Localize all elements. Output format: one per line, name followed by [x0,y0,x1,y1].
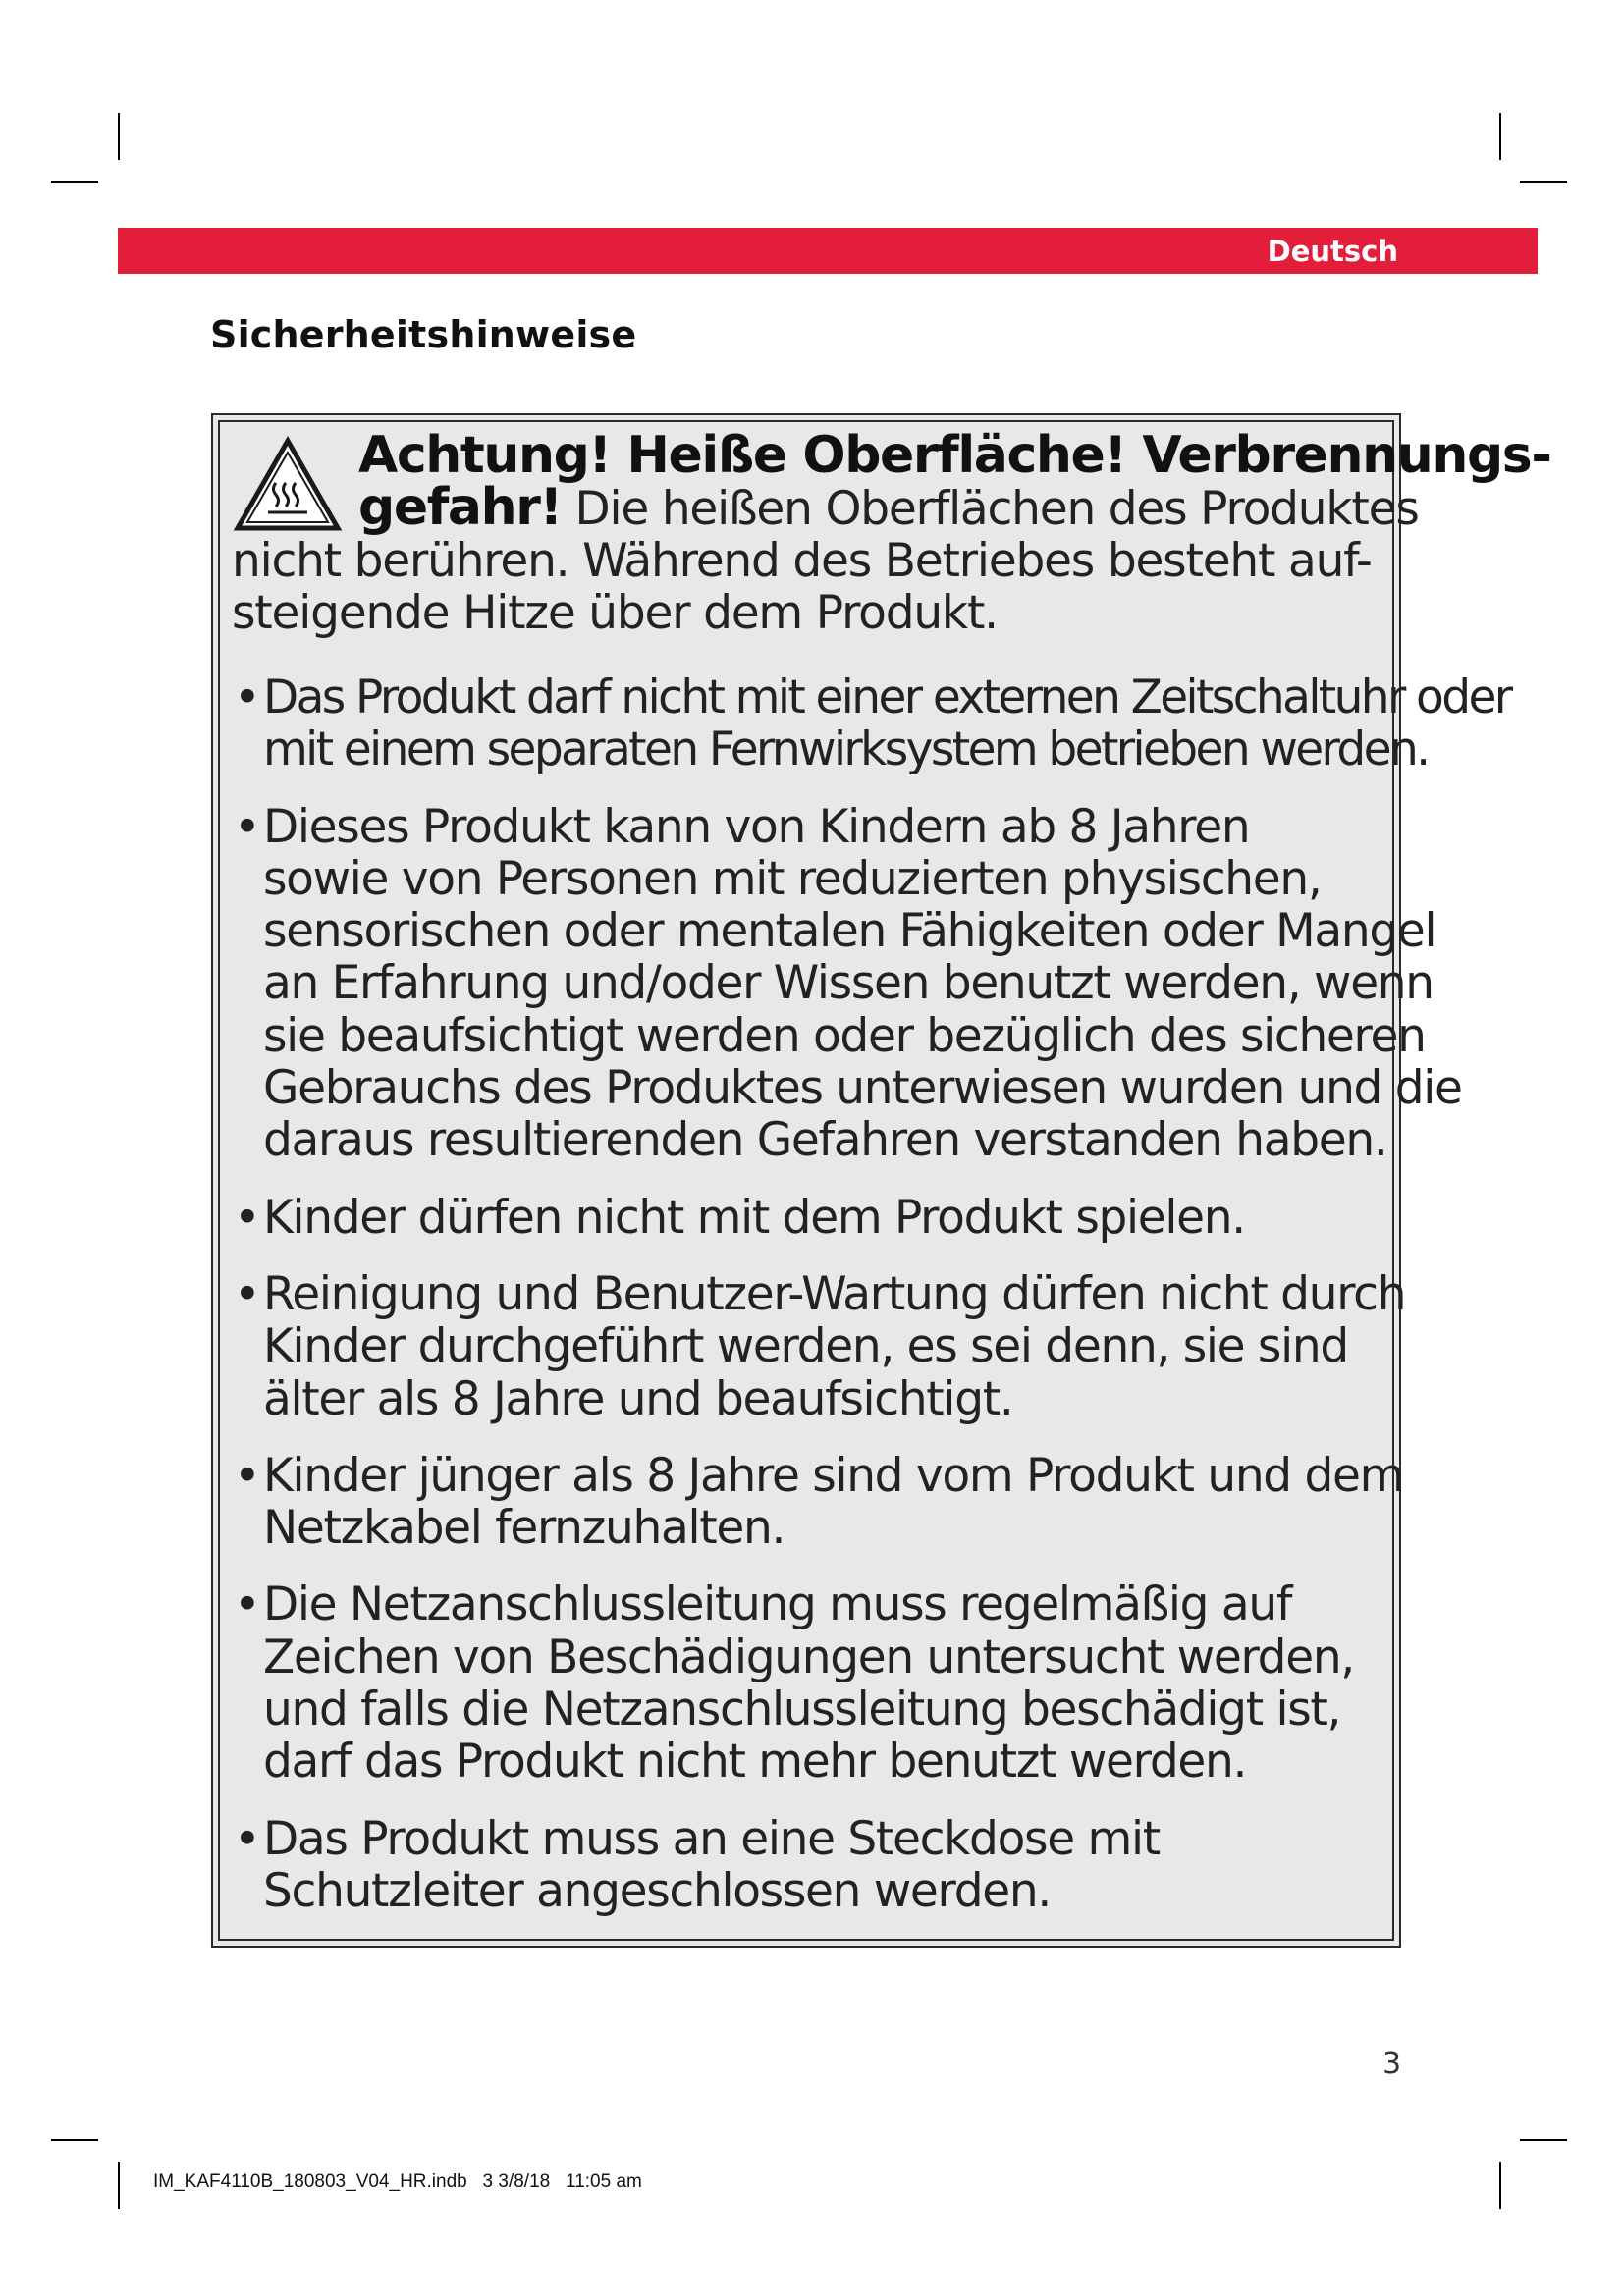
bullet-line: Schutzleiter angeschlossen werden. [263,1863,1052,1918]
bullet-dot: • [234,1190,260,1245]
language-label: Deutsch [1267,235,1398,268]
bullet-item [232,670,1511,777]
warning-line-2 [232,478,1419,537]
crop-mark-top-left-vertical [118,113,120,160]
bullet-line: darf das Produkt nicht mehr benutzt werden. [263,1735,1247,1789]
bullet-line: Kinder durchgeführt werden, es sei denn, sie sind [263,1319,1348,1374]
bullet-line: älter als 8 Jahre und beaufsichtigt. [263,1371,1013,1426]
bullet-dot: • [234,799,260,854]
warning-line-3: nicht berühren. Während des Betriebes besteht auf- [232,534,1372,588]
bullet-item [232,799,1462,1168]
bullet-line: an Erfahrung und/oder Wissen benutzt werden, wenn [263,956,1434,1011]
bullet-line: sowie von Personen mit reduzierten physischen, [263,851,1322,906]
warning-headline: Achtung! Heiße Oberfläche! Verbrennungs- [358,426,1551,485]
warning-headline-bold: gefahr! [358,478,562,537]
bullet-line: Kinder jünger als 8 Jahre sind vom Produkt und dem [263,1448,1404,1503]
crop-mark-top-right-vertical [1499,113,1501,160]
bullet-line: Das Produkt muss an eine Steckdose mit [263,1811,1160,1866]
print-slug-footer: IM_KAF4110B_180803_V04_HR.indb 3 3/8/18 11:05 am [153,2171,642,2192]
bullet-line: Die Netzanschlussleitung muss regelmäßig auf [263,1577,1292,1632]
bullet-dot: • [234,1448,260,1503]
section-title: Sicherheitshinweise [210,313,637,356]
crop-mark-bottom-left-horizontal [51,2139,98,2141]
warning-line-2-text: Die heißen Oberflächen des Produktes [561,482,1419,536]
bullet-item [232,1192,1390,1244]
bullet-item [232,1448,1404,1556]
page-number: 3 [1382,2047,1402,2081]
warning-line-4: steigende Hitze über dem Produkt. [232,586,998,640]
bullet-line: sensorischen oder mentalen Fähigkeiten oder Mangel [263,904,1436,959]
warning-intro [232,426,1551,640]
bullet-line: Reinigung und Benutzer-Wartung dürfen nicht durch [263,1266,1406,1321]
bullet-line: mit einem separaten Fernwirksystem betrieben werden. [263,722,1429,777]
crop-mark-top-left-horizontal [51,181,98,183]
bullet-line: Kinder dürfen nicht mit dem Produkt spielen. [263,1190,1245,1245]
bullet-line: Gebrauchs des Produktes unterwiesen wurden und die [263,1061,1462,1116]
bullet-dot: • [234,1266,260,1321]
bullet-line: Netzkabel fernzuhalten. [263,1501,785,1556]
bullet-line: Zeichen von Beschädigungen untersucht werden, [263,1629,1354,1684]
bullet-item [232,1578,1390,1788]
bullet-line: Dieses Produkt kann von Kindern ab 8 Jahren [263,799,1250,854]
crop-mark-bottom-left-vertical [118,2162,120,2209]
crop-mark-bottom-right-horizontal [1520,2139,1567,2141]
crop-mark-top-right-horizontal [1520,181,1567,183]
crop-mark-bottom-right-vertical [1499,2162,1501,2209]
bullet-line: sie beaufsichtigt werden oder bezüglich des sicheren [263,1008,1426,1063]
bullet-item [232,1266,1406,1426]
bullet-line: daraus resultierenden Gefahren verstanden haben. [263,1113,1387,1168]
language-header-bar [118,228,1538,274]
safety-bullet-list [232,670,1511,1942]
bullet-dot: • [234,670,259,724]
bullet-line: Das Produkt darf nicht mit einer externen Zeitschaltuhr oder [263,670,1511,724]
bullet-item [232,1813,1390,1918]
bullet-line: und falls die Netzanschlussleitung beschädigt ist, [263,1682,1341,1737]
bullet-dot: • [234,1811,260,1866]
bullet-dot: • [234,1577,260,1632]
